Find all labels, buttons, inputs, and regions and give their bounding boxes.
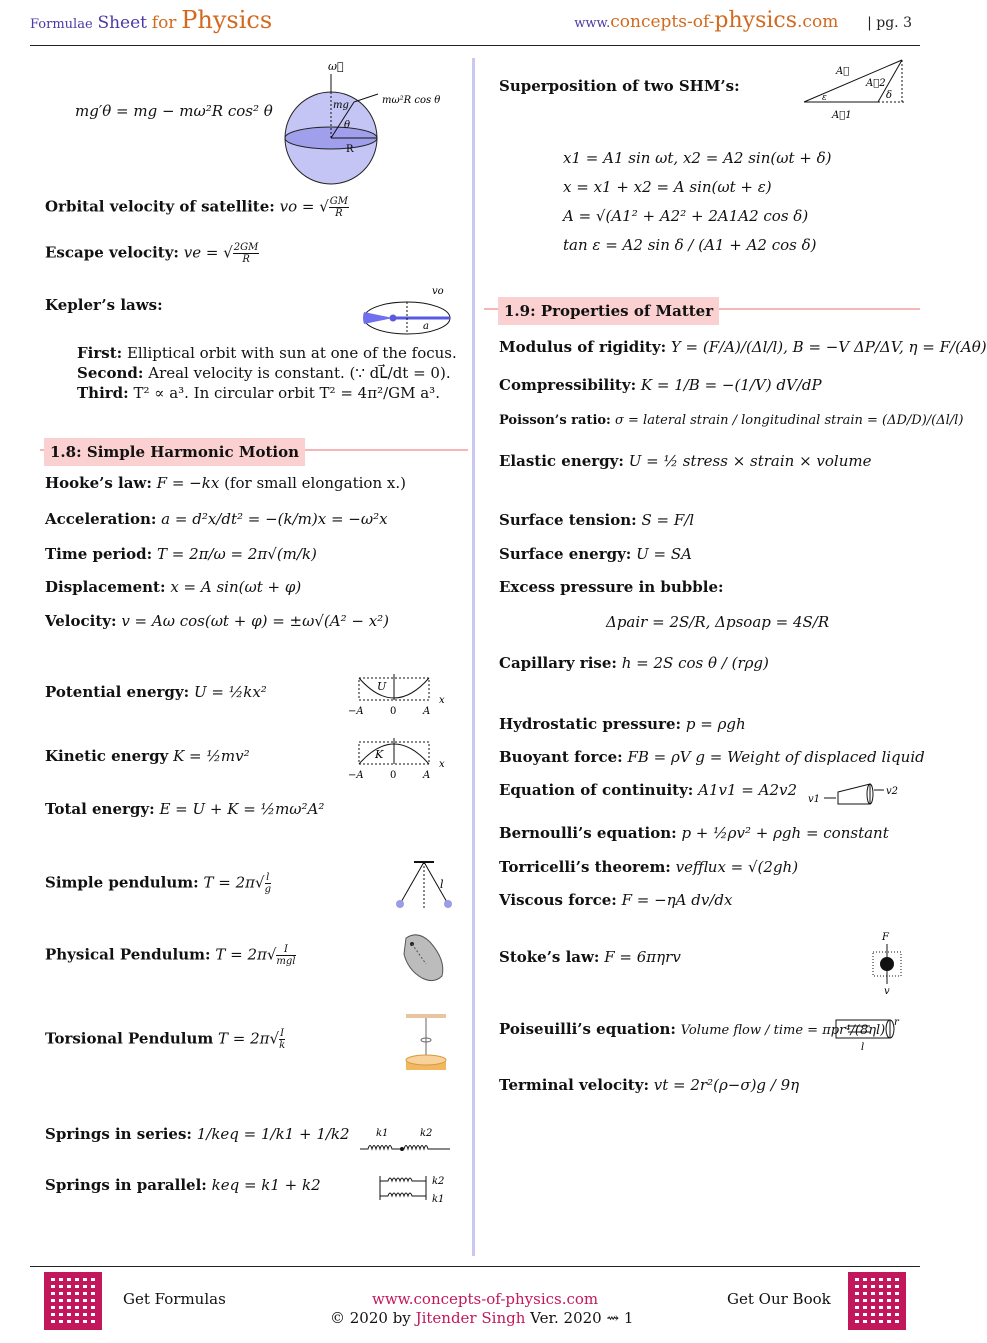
simple-pendulum-figure — [392, 858, 456, 914]
poiseuilli-l-label: l — [861, 1042, 865, 1053]
superposition-equations — [563, 144, 831, 260]
kepler-a-label: a — [423, 321, 429, 332]
ke-neg-a: −A — [348, 770, 364, 781]
velocity: Velocity: v = Aω cos(ωt + φ) = ±ω√(A² − x²) — [45, 612, 390, 630]
time-period: Time period: T = 2π/ω = 2π√(m/k) — [45, 545, 317, 563]
kepler-first: First: Elliptical orbit with sun at one of the focus. — [77, 344, 457, 362]
physical-pendulum: Physical Pendulum: T = 2π√ $\frac{I}{\text{mgl}}$ — [45, 944, 296, 967]
pe-zero: 0 — [390, 706, 397, 717]
springs-series: Springs in series: 1/keq = 1/k1 + 1/k2 — [45, 1125, 350, 1143]
elastic-energy: Elastic energy: U = ½ stress × strain × volume — [499, 452, 872, 470]
footer-rule — [30, 1266, 920, 1267]
total-energy: Total energy: E = U + K = ½mω²A² — [45, 800, 325, 818]
header-rule — [30, 45, 920, 46]
column-separator — [472, 58, 475, 1256]
springs-parallel: Springs in parallel: keq = k1 + k2 — [45, 1176, 321, 1194]
apparent-gravity-eq: mg′θ = mg − mω²R cos² θ — [75, 102, 273, 120]
section-heading-matter: 1.9: Properties of Matter — [498, 297, 719, 325]
rigid-body — [404, 935, 443, 981]
stokes-sphere — [880, 957, 894, 971]
ke-pos-a: A — [423, 770, 431, 781]
kinetic-energy: Kinetic energy K = ½mv² — [45, 747, 250, 765]
phasor-a1-label: A⃗1 — [832, 110, 852, 121]
springs-series-figure — [358, 1124, 454, 1160]
parallel-spring-top — [380, 1178, 426, 1181]
area-sector — [363, 312, 393, 324]
terminal-velocity: Terminal velocity: vt = 2r²(ρ−σ)g / 9η — [499, 1076, 800, 1094]
sheet-title: Formulae Sheet for Physics — [30, 6, 273, 34]
stokes-v-label: v — [884, 986, 890, 997]
potential-energy-graph — [345, 672, 450, 718]
sup-eq-3: A = √(A1² + A2² + 2A1A2 cos δ) — [563, 207, 809, 225]
sup-eq-1: x1 = A1 sin ωt, x2 = A2 sin(ωt + δ) — [563, 149, 832, 167]
phasor-a-label: A⃗ — [836, 66, 850, 77]
parallel-spring-bottom — [380, 1193, 426, 1196]
footer-copyright: © 2020 by Jitender Singh Ver. 2020 ⇝ 1 — [330, 1309, 634, 1327]
bernoulli-equation: Bernoulli’s equation: p + ½ρv² + ρgh = constant — [499, 824, 889, 842]
continuity-equation: Equation of continuity: A1v1 = A2v2 — [499, 781, 798, 799]
continuity-figure — [804, 776, 904, 810]
potential-energy: Potential energy: U = ½kx² — [45, 683, 267, 701]
viscous-force: Viscous force: F = −ηA dv/dx — [499, 891, 733, 909]
phasor-a2-label: A⃗2 — [866, 78, 886, 89]
phasor-delta-label: δ — [886, 90, 893, 101]
torsional-pendulum: Torsional Pendulum T = 2π√ $\frac{I}{k}$ — [45, 1028, 286, 1051]
disc-top — [406, 1055, 446, 1065]
hookes-law: Hooke’s law: F = −kx (for small elongation x.) — [45, 474, 406, 492]
buoyant-force: Buoyant force: FB = ρV g = Weight of displaced liquid — [499, 748, 925, 766]
qr-code-left[interactable] — [44, 1272, 102, 1330]
stokes-law: Stoke’s law: F = 6πηrv — [499, 948, 681, 966]
sup-eq-4: tan ε = A2 sin δ / (A1 + A2 cos δ) — [563, 236, 817, 254]
kinetic-energy-graph — [345, 736, 450, 782]
orbital-velocity: Orbital velocity of satellite: vo = √ $\frac{GM}{R}$ — [45, 196, 349, 219]
displacement: Displacement: x = A sin(ωt + φ) — [45, 578, 302, 596]
physical-pendulum-figure — [398, 930, 450, 986]
page-number: | pg. 3 — [867, 15, 912, 31]
compressibility: Compressibility: K = 1/B = −(1/V) dV/dP — [499, 376, 822, 394]
qr-code-right[interactable] — [848, 1272, 906, 1330]
kepler-second: Second: Areal velocity is constant. (∵ dL⃗/dt = 0). — [77, 364, 451, 382]
theta-label: θ — [344, 120, 351, 131]
surface-tension: Surface tension: S = F/l — [499, 511, 695, 529]
ke-zero: 0 — [390, 770, 397, 781]
centrifugal-label: mω²R cos θ — [382, 95, 441, 106]
centrifugal-arrow — [354, 94, 378, 102]
stokes-figure — [868, 928, 908, 998]
pendulum-string-right — [424, 862, 448, 904]
kepler-label: Kepler’s laws: — [45, 296, 163, 314]
torsion-support — [406, 1014, 446, 1018]
kepler-vo-label: vo — [432, 286, 444, 297]
parallel-k2-label: k2 — [432, 1176, 445, 1187]
series-k2-label: k2 — [420, 1128, 433, 1139]
acceleration: Acceleration: a = d²x/dt² = −(k/m)x = −ω²x — [45, 510, 388, 528]
rotating-earth-figure — [278, 56, 458, 186]
simple-pendulum: Simple pendulum: T = 2π√ $\frac{l}{g}$ — [45, 872, 271, 895]
omega-label: ω⃗ — [328, 60, 344, 73]
hydrostatic-pressure: Hydrostatic pressure: p = ρgh — [499, 715, 746, 733]
series-junction — [400, 1147, 404, 1151]
series-k1-label: k1 — [376, 1128, 389, 1139]
parallel-k1-label: k1 — [432, 1194, 445, 1205]
capillary-rise: Capillary rise: h = 2S cos θ / (rρg) — [499, 654, 769, 672]
torricelli-theorem: Torricelli’s theorem: vefflux = √(2gh) — [499, 858, 799, 876]
sup-eq-2: x = x1 + x2 = A sin(ωt + ε) — [563, 178, 772, 196]
tapered-pipe — [838, 784, 870, 804]
sun-dot — [390, 315, 397, 322]
ke-curve-label: K — [375, 748, 384, 761]
poiseuilli-figure — [830, 1012, 906, 1054]
poiseuilli-tube — [836, 1020, 890, 1038]
pendulum-string-left — [400, 862, 424, 904]
torsional-pendulum-figure — [402, 1010, 450, 1078]
kepler-laws-list — [77, 343, 457, 403]
author-link[interactable]: Jitender Singh — [415, 1309, 526, 1327]
header-url[interactable]: www.concepts-of-physics.com | pg. 3 — [574, 8, 912, 33]
ke-x-label: x — [439, 759, 445, 770]
continuity-v1: v1 — [808, 794, 821, 805]
phasor-eps-label: ε — [822, 93, 827, 103]
phasor-diagram — [800, 56, 912, 122]
get-book-link[interactable]: Get Our Book — [727, 1290, 831, 1308]
stokes-f-label: F — [882, 932, 889, 943]
pe-pos-a: A — [423, 706, 431, 717]
pe-curve-label: U — [377, 680, 387, 693]
kepler-third: Third: T² ∝ a³. In circular orbit T² = 4π²/GM a³. — [77, 384, 440, 402]
springs-parallel-figure — [376, 1170, 452, 1206]
footer-url[interactable]: www.concepts-of-physics.com — [372, 1290, 599, 1308]
pe-neg-a: −A — [348, 706, 364, 717]
series-springs — [360, 1146, 450, 1150]
kepler-orbit-figure — [360, 280, 460, 338]
superposition-label: Superposition of two SHM’s: — [499, 77, 740, 95]
get-formulas-link[interactable]: Get Formulas — [123, 1290, 226, 1308]
poiseuilli-equation: Poiseuilli’s equation: Volume flow / time = πpr⁴/(8ηl) — [499, 1020, 886, 1038]
mg-label: mg — [333, 100, 349, 111]
poiseuilli-r-label: r — [894, 1017, 899, 1028]
radius-label: R — [346, 144, 354, 155]
section-heading-shm: 1.8: Simple Harmonic Motion — [44, 438, 305, 466]
pe-x-label: x — [439, 695, 445, 706]
modulus-rigidity: Modulus of rigidity: Y = (F/A)/(Δl/l), B = −V ΔP/ΔV, η = F/(Aθ) — [499, 338, 987, 356]
pendulum-length-label: l — [440, 878, 444, 891]
poissons-ratio: Poisson’s ratio: σ = lateral strain / longitudinal strain = (ΔD/D)/(Δl/l) — [499, 413, 964, 428]
escape-velocity: Escape velocity: ve = √ $\frac{2GM}{R}$ — [45, 242, 259, 265]
excess-pressure-eq: Δpair = 2S/R, Δpsoap = 4S/R — [606, 613, 830, 631]
bob-left — [396, 900, 404, 908]
surface-energy: Surface energy: U = SA — [499, 545, 692, 563]
bob-right — [444, 900, 452, 908]
excess-pressure-label: Excess pressure in bubble: — [499, 578, 724, 596]
continuity-v2: v2 — [886, 786, 899, 797]
